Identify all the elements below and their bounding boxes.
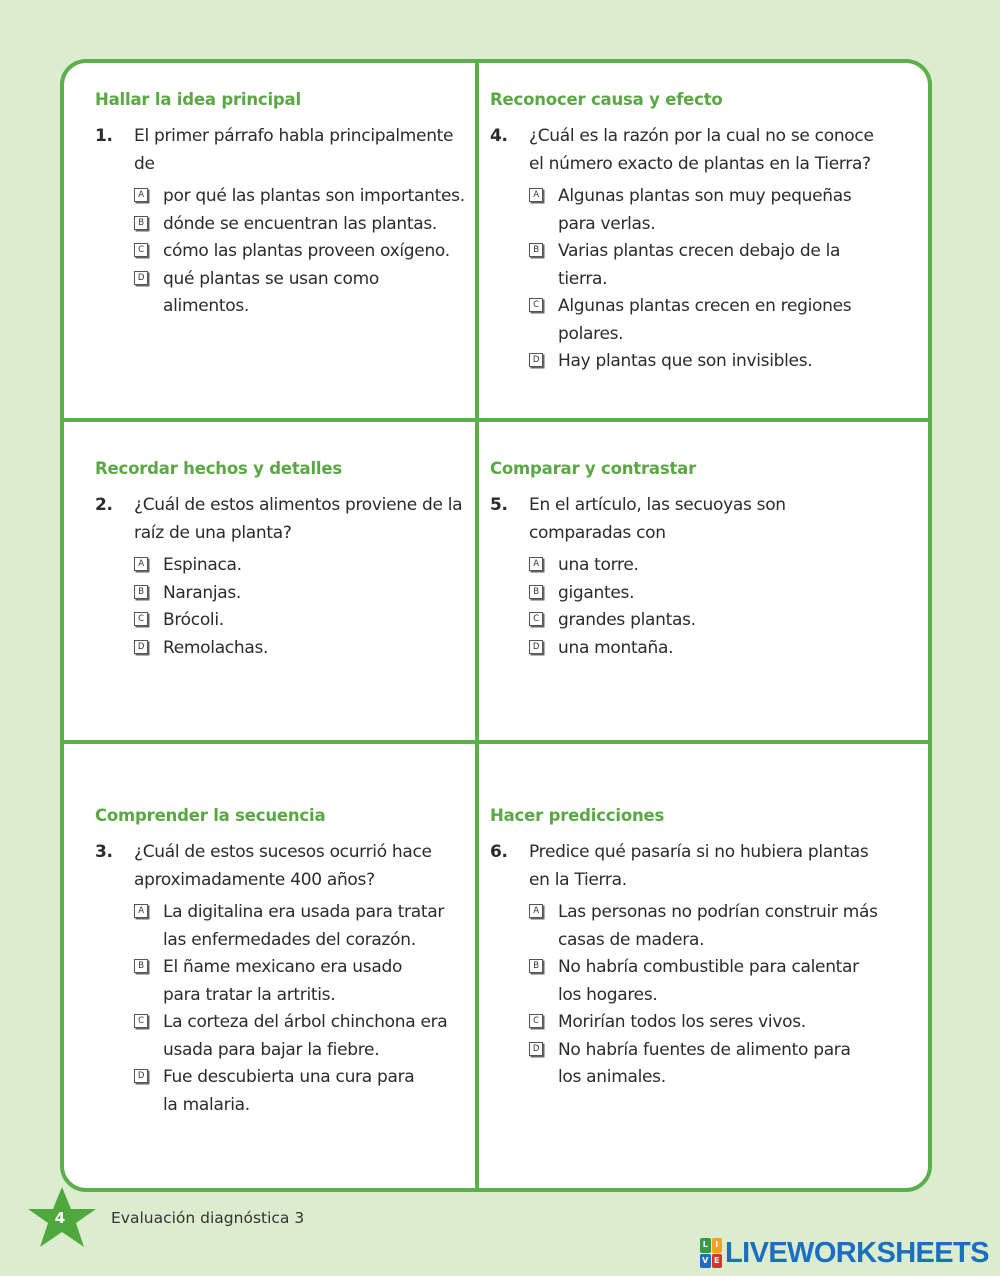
question-text: ¿Cuál es la razón por la cual no se conoce el número exacto de plantas en la Tierra? [529,126,874,174]
answer-option-c[interactable] [134,1009,463,1064]
section-cause-effect [490,89,880,376]
answer-box-a[interactable]: A [529,557,543,571]
liveworksheets-brand[interactable] [700,1236,989,1270]
answer-box-a[interactable]: A [529,188,543,202]
answer-option-c[interactable] [134,238,470,266]
answer-option-a[interactable] [529,552,820,580]
answer-box-b[interactable]: B [529,585,543,599]
logo-letter: V [700,1254,711,1269]
answer-option-b[interactable] [529,954,868,1009]
answer-box-b[interactable]: B [134,585,148,599]
footer-text: Evaluación diagnóstica 3 [111,1209,305,1227]
answer-box-a[interactable]: A [529,904,543,918]
answer-option-a[interactable] [134,552,470,580]
section-main-idea [95,89,470,321]
row-divider-1 [62,418,932,422]
answer-box-c[interactable]: C [134,243,148,257]
section-title: Comparar y contrastar [490,459,697,478]
answer-option-d[interactable] [134,266,470,321]
section-sequence [95,805,470,1119]
option-text: Las personas no podrían construir más casas de madera. [558,902,878,950]
option-text: Fue descubierta una cura para la malaria. [163,1067,415,1115]
logo-letter: I [712,1238,723,1253]
answer-box-a[interactable]: A [134,557,148,571]
question [490,491,820,547]
option-text: No habría combustible para calentar los hogares. [558,957,859,1005]
answer-box-c[interactable]: C [529,1014,543,1028]
option-text: grandes plantas. [558,610,696,630]
answer-options [95,552,470,662]
question [95,122,470,178]
option-text: dónde se encuentran las plantas. [163,213,438,234]
answer-option-a[interactable] [134,183,470,211]
answer-options [490,552,820,662]
answer-box-c[interactable]: C [529,298,543,312]
answer-option-d[interactable] [134,1064,433,1119]
section-title: Comprender la secuencia [95,806,326,825]
question-text: Predice qué pasaría si no hubiera plantas en la Tierra. [529,842,869,890]
section-title: Reconocer causa y efecto [490,90,723,109]
question-text: El primer párrafo habla principalmente de [134,126,454,174]
option-text: Varias plantas crecen debajo de la tierra. [558,241,841,289]
answer-option-a[interactable] [529,899,878,954]
section-title: Hacer predicciones [490,806,665,825]
question-number: 3. [95,842,113,862]
question [490,838,869,894]
option-text: La corteza del árbol chinchona era usada para bajar la fiebre. [163,1012,448,1060]
question-number: 5. [490,495,508,515]
answer-option-c[interactable] [529,293,859,348]
answer-option-d[interactable] [529,348,859,376]
answer-box-a[interactable]: A [134,904,148,918]
answer-box-b[interactable]: B [134,959,148,973]
option-text: La digitalina era usada para tratar las enfermedades del corazón. [163,902,445,950]
question-text: ¿Cuál de estos alimentos proviene de la raíz de una planta? [134,495,463,543]
section-title: Recordar hechos y detalles [95,459,342,478]
answer-option-a[interactable] [529,183,859,238]
brand-name: LIVEWORKSHEETS [725,1236,989,1269]
answer-options [490,899,880,1092]
question-number: 1. [95,126,113,146]
section-facts-details [95,458,470,662]
section-predictions [490,805,880,1092]
answer-box-a[interactable]: A [134,188,148,202]
option-text: Algunas plantas crecen en regiones polares. [558,296,852,344]
answer-option-b[interactable] [134,211,470,239]
answer-box-c[interactable]: C [134,612,148,626]
option-text: Espinaca. [163,555,242,575]
answer-box-d[interactable]: D [529,353,543,367]
section-title: Hallar la idea principal [95,90,301,109]
question-text: ¿Cuál de estos sucesos ocurrió hace aproximadamente 400 años? [134,842,432,890]
answer-options [490,183,859,376]
option-text: cómo las plantas proveen oxígeno. [163,241,450,261]
option-text: Morirían todos los seres vivos. [558,1012,806,1032]
answer-box-d[interactable]: D [134,1069,148,1083]
option-text: una montaña. [558,637,674,658]
answer-option-d[interactable] [529,635,820,663]
logo-letter: L [700,1238,711,1253]
answer-option-b[interactable] [529,238,859,293]
logo-letter: E [712,1254,723,1269]
question [490,122,880,178]
answer-option-d[interactable] [134,635,470,663]
option-text: Remolachas. [163,637,269,658]
answer-box-d[interactable]: D [134,640,148,654]
question-number: 4. [490,126,508,146]
option-text: Brócoli. [163,610,224,630]
answer-box-d[interactable]: D [529,640,543,654]
answer-option-c[interactable] [529,607,820,635]
option-text: El ñame mexicano era usado para tratar la artritis. [163,957,403,1005]
answer-option-d[interactable] [529,1037,868,1092]
section-compare-contrast [490,458,820,662]
option-text: gigantes. [558,582,635,603]
option-text: No habría fuentes de alimento para los animales. [558,1039,851,1087]
answer-option-b[interactable] [529,580,820,608]
answer-box-d[interactable]: D [134,271,148,285]
question [95,838,434,894]
answer-option-c[interactable] [134,607,470,635]
column-divider [475,61,479,1191]
question-number: 2. [95,495,113,515]
option-text: qué plantas se usan como alimentos. [163,268,379,316]
liveworksheets-logo-icon [700,1238,722,1268]
question-number: 6. [490,842,508,862]
page-number: 4 [54,1209,66,1227]
row-divider-2 [62,740,932,744]
answer-box-b[interactable]: B [529,959,543,973]
answer-box-c[interactable]: C [529,612,543,626]
answer-options [95,899,470,1119]
option-text: Naranjas. [163,582,242,603]
answer-option-a[interactable] [134,899,470,954]
option-text: una torre. [558,555,639,575]
option-text: por qué las plantas son importantes. [163,186,465,206]
answer-box-b[interactable]: B [529,243,543,257]
answer-option-b[interactable] [134,954,443,1009]
question [95,491,470,547]
answer-option-c[interactable] [529,1009,868,1037]
option-text: Algunas plantas son muy pequeñas para verlas. [558,186,852,234]
answer-box-b[interactable]: B [134,216,148,230]
question-text: En el artículo, las secuoyas son comparadas con [529,495,786,543]
answer-option-b[interactable] [134,580,470,608]
answer-box-d[interactable]: D [529,1042,543,1056]
answer-box-c[interactable]: C [134,1014,148,1028]
answer-options [95,183,470,321]
option-text: Hay plantas que son invisibles. [558,351,813,371]
